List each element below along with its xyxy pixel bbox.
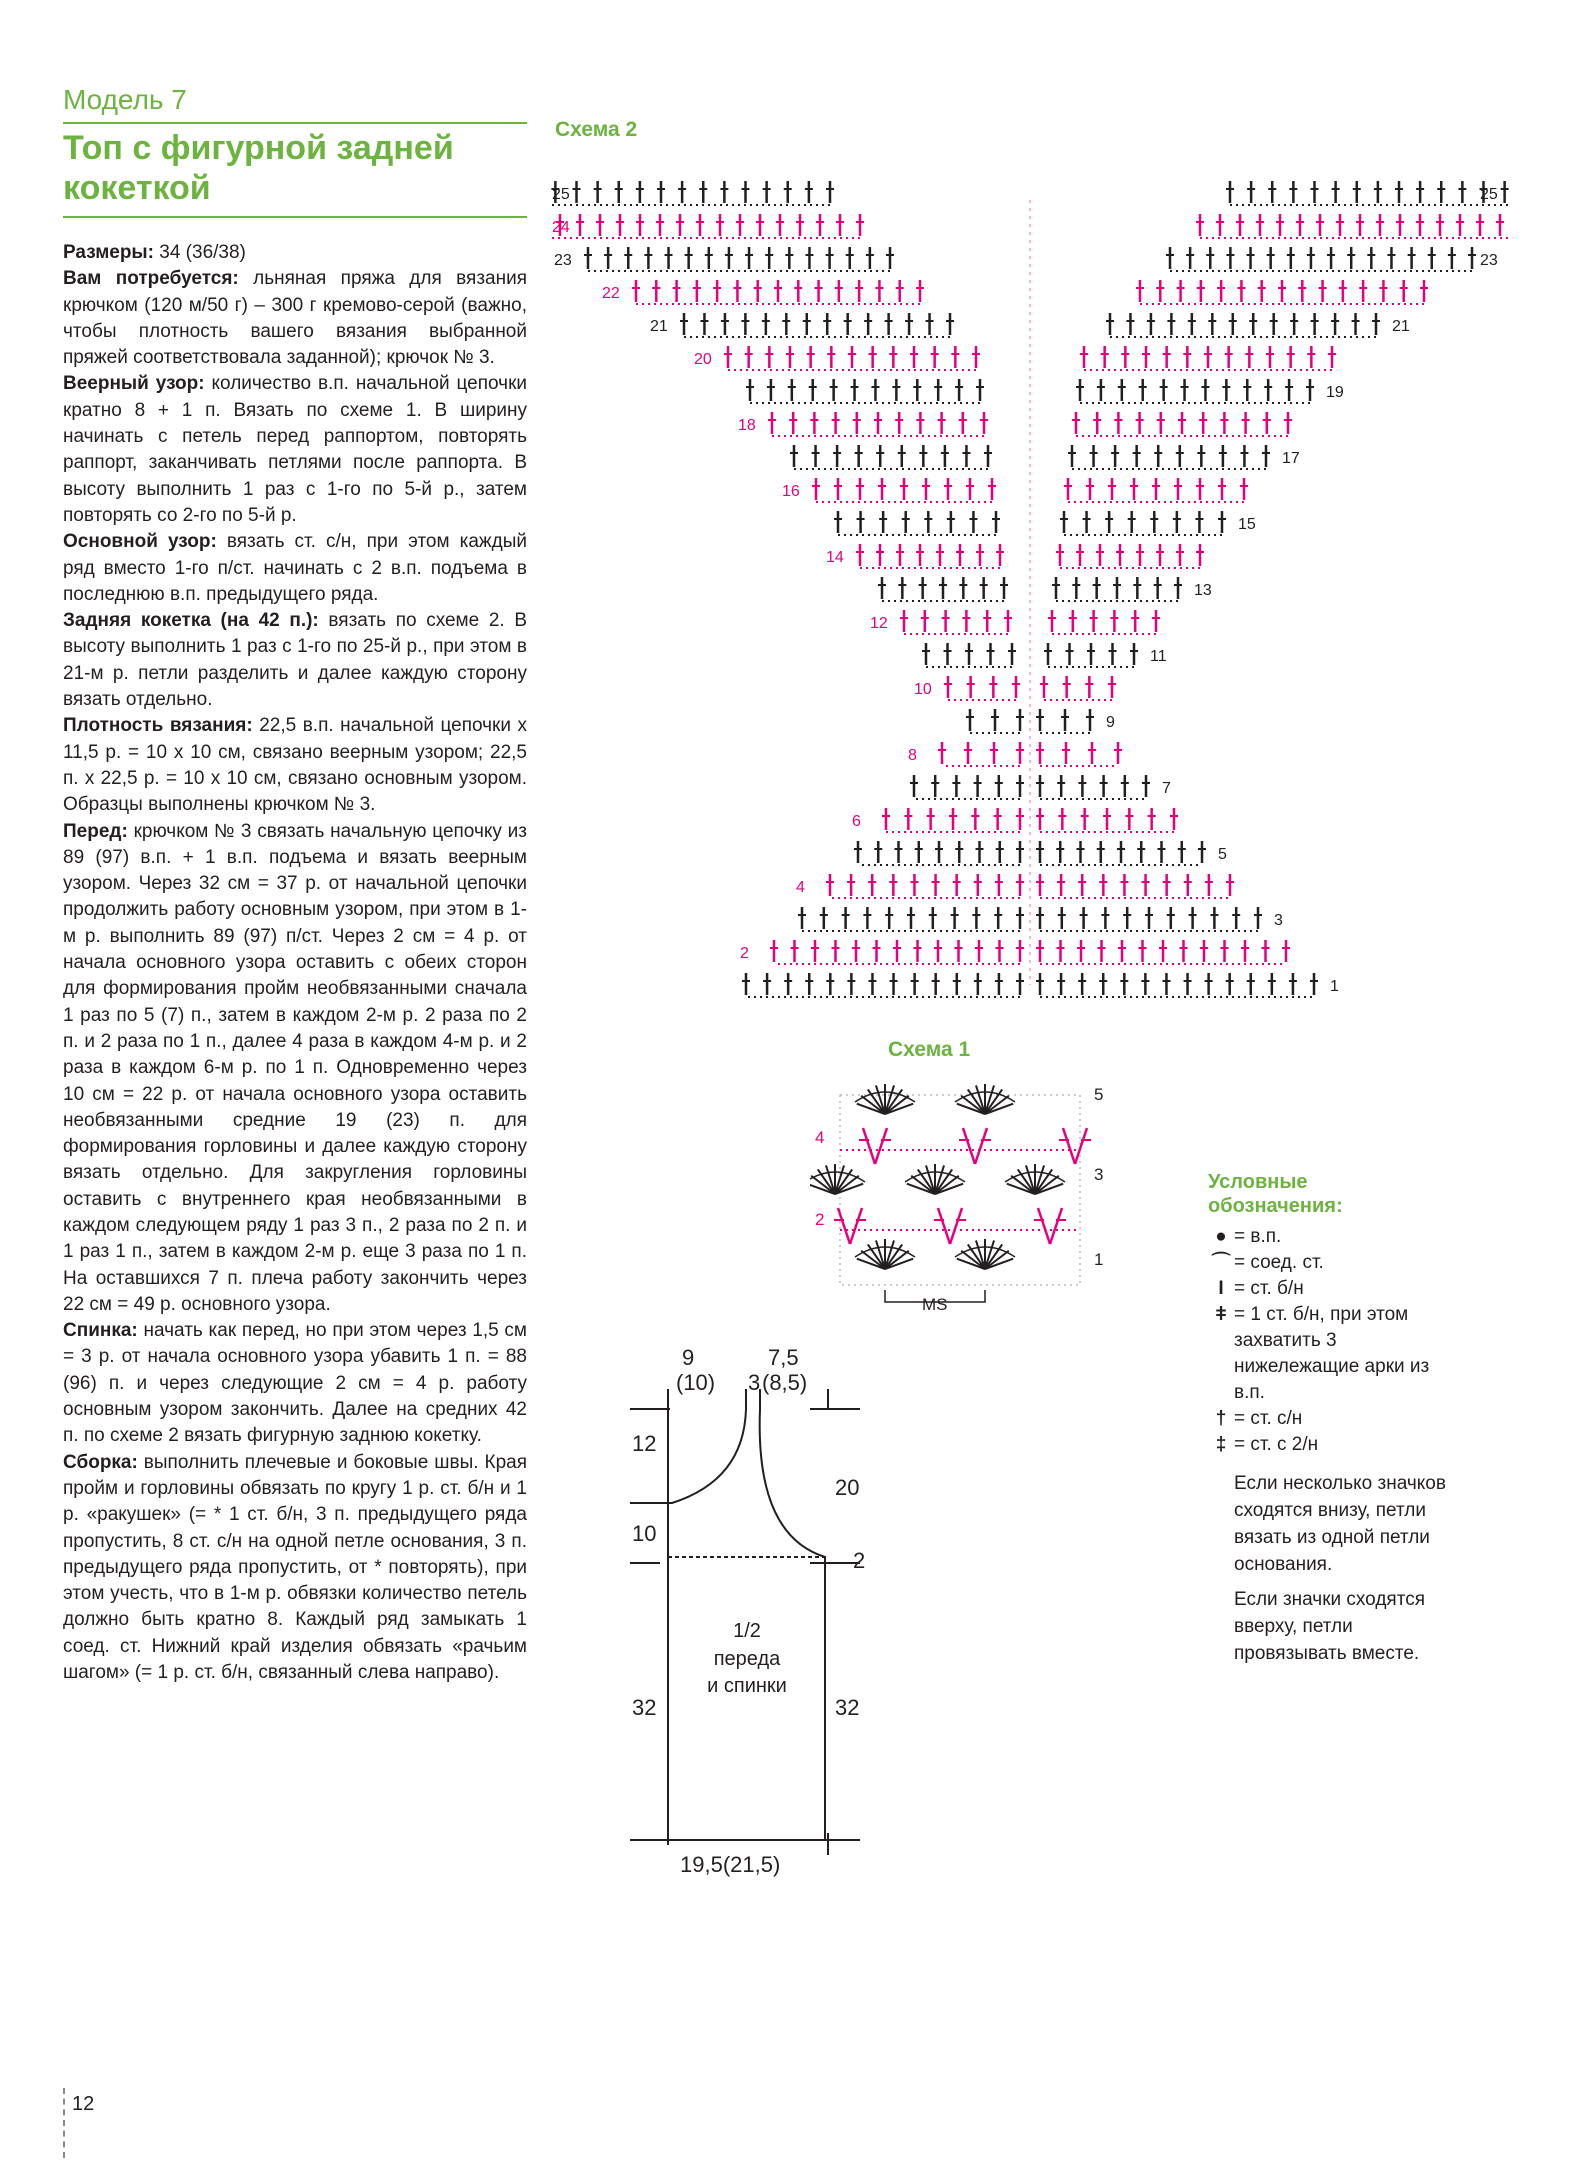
paragraph-text: крючком № 3 связать начальную цепочку из 89 (97) в.п. + 1 в.п. подъема и вязать веерным узором. Через 32 см = 37 р. от начальной цепочки продолжить работу основным узором, при этом в 1-м р. выполнить 89 (97) п/ст. Через 2 см = 4 р. от начала основного узора оставить с обеих сторон для формирования пройм необвязанными сначала 1 раз по 5 (7) п., затем в каждом 2-м р. 2 раза по 2 п. и 2 раза по 1 п., далее 4 раза в каждом 4-м р. и 2 раза в каждом 6-м р. по 1 п. Одновременно через 10 см = 22 р. от начала основного узора оставить необвязанными средние 19 (23) п. для формирования горловины и далее каждую сторону вязать отдельно. Для закругления горловины оставить с внутреннего края необвязанными в каждом следующем ряду 1 раз 3 п., 2 раза по 2 п. и 1 раз 1 п., затем в каждом 2-м р. еще 3 раза по 1 п. На оставшихся 7 п. плеча работу закончить через 22 см = 49 р. основного узора. <box>63 820 527 1315</box>
article-paragraph <box>63 240 527 266</box>
row-number-left: 24 <box>552 219 570 236</box>
title-line-2: кокеткой <box>63 169 211 207</box>
model-label: Модель 7 <box>63 84 187 115</box>
pattern-top-right-width-alt: (8,5) <box>762 1370 808 1395</box>
pattern-top-left-width-alt: (10) <box>676 1370 716 1395</box>
legend-text: = ст. с 2/н <box>1234 1434 1319 1455</box>
article-body <box>63 240 527 1686</box>
pattern-schematic <box>620 1345 880 1885</box>
pattern-left-height-3: 32 <box>632 1695 657 1720</box>
legend-symbol-icon: ● <box>1215 1226 1227 1247</box>
repeat-label: MS <box>922 1295 948 1314</box>
vee-stitch <box>1038 1208 1050 1244</box>
row-number-right: 13 <box>1194 582 1212 599</box>
vee-stitch <box>863 1128 875 1164</box>
legend-title <box>1208 1170 1448 1218</box>
row-number-left: 2 <box>815 1210 825 1229</box>
vee-stitch <box>938 1208 950 1244</box>
pattern-right-height-1: 20 <box>835 1475 860 1500</box>
row-number-right: 9 <box>1106 714 1115 731</box>
title-rule-top <box>63 122 527 124</box>
vee-stitch <box>950 1208 962 1244</box>
row-number-left: 18 <box>738 417 756 434</box>
paragraph-heading: Плотность вязания: <box>63 715 253 737</box>
article-paragraph <box>63 1450 527 1687</box>
article-paragraph <box>63 713 527 818</box>
vee-stitch <box>875 1128 887 1164</box>
title-line-1: Топ с фигурной задней <box>63 129 454 167</box>
paragraph-heading: Сборка: <box>63 1451 138 1473</box>
scheme2-title: Схема 2 <box>555 118 638 141</box>
legend-item <box>1208 1302 1448 1406</box>
pattern-bottom-width: 19,5(21,5) <box>680 1852 781 1877</box>
pattern-top-right-width: 7,5 <box>768 1345 799 1370</box>
legend-text: = соед. ст. <box>1234 1252 1324 1273</box>
row-number-right: 19 <box>1326 384 1344 401</box>
row-number-left: 4 <box>796 879 805 896</box>
legend-symbol-icon: I <box>1218 1278 1224 1299</box>
article-paragraph <box>63 608 527 713</box>
legend-item <box>1208 1250 1448 1276</box>
paragraph-heading: Веерный узор: <box>63 373 205 395</box>
row-number-right: 21 <box>1392 318 1410 335</box>
vee-stitch <box>838 1208 850 1244</box>
row-number-right: 1 <box>1330 978 1339 995</box>
paragraph-text: количество в.п. начальной цепочки кратно 8 + 1 п. Вязать по схеме 1. В ширину начинать с петель перед раппортом, повторять раппорт, заканчивать петлями после раппорта. В высоту выполнить 1 раз с 1-го по 5-й р., затем повторять со 2-го по 5-й р. <box>63 373 528 526</box>
pattern-right-height-3: 32 <box>835 1695 860 1720</box>
paragraph-heading: Задняя кокетка (на 42 п.): <box>63 610 319 632</box>
paragraph-text: выполнить плечевые и боковые швы. Края пройм и горловины обвязать по кругу 1 р. ст. б/н и 1 р. «ракушек» (= * 1 ст. б/н, 3 п. предыдущего ряда пропустить, 8 ст. с/н на одной петле основания, 3 п. предыдущего ряда пропустить, от * повторять), при этом учесть, что в 1-м р. обвязки количество петель должно быть кратно 8. Каждый ряд замыкать 1 соед. ст. Нижний край изделия обвязать «рачьим шагом» (= 1 р. ст. б/н, связанный слева направо). <box>63 1451 527 1684</box>
legend-text: = 1 ст. б/н, при этом захватить 3 нижележащие арки из в.п. <box>1234 1304 1430 1403</box>
article-column <box>63 84 527 1686</box>
paragraph-text: вязать ст. с/н, при этом каждый ряд вместо 1-го п/ст. начинать с 2 в.п. подъема в последнюю в.п. предыдущего ряда. <box>63 531 527 605</box>
legend-item <box>1208 1432 1448 1458</box>
legend-text: = в.п. <box>1234 1226 1282 1247</box>
legend-note-2: Если значки сходятся вверху, петли провязывать вместе. <box>1234 1589 1425 1664</box>
row-number-right: 17 <box>1282 450 1300 467</box>
scheme1-chart <box>810 1065 1130 1325</box>
row-number-right: 25 <box>1480 186 1498 203</box>
article-paragraph <box>63 529 527 608</box>
pattern-piece-label-1: 1/2 <box>733 1620 761 1642</box>
row-number-left: 22 <box>602 285 620 302</box>
row-number-right: 1 <box>1094 1250 1104 1269</box>
legend-items <box>1208 1224 1448 1458</box>
legend-title-line-1: Условные <box>1208 1171 1308 1193</box>
legend-symbol-icon: ǂ <box>1215 1304 1227 1325</box>
vee-stitch <box>1075 1128 1087 1164</box>
legend-symbol-icon: ⌒ <box>1211 1252 1231 1273</box>
pattern-left-height-1: 12 <box>632 1431 657 1456</box>
row-number-left: 25 <box>552 186 570 203</box>
article-paragraph <box>63 819 527 1319</box>
row-number-left: 8 <box>908 747 917 764</box>
vee-stitch <box>975 1128 987 1164</box>
legend-item <box>1208 1276 1448 1302</box>
paragraph-heading: Спинка: <box>63 1320 138 1342</box>
paragraph-heading: Размеры: <box>63 242 154 263</box>
legend-text: = ст. б/н <box>1234 1278 1304 1299</box>
row-number-right: 5 <box>1218 846 1227 863</box>
page-edge-marker <box>63 2088 67 2158</box>
legend-title-line-2: обозначения: <box>1208 1195 1343 1217</box>
paragraph-text: 22,5 в.п. начальной цепочки х 11,5 р. = 10 х 10 см, связано веерным узором; 22,5 п. х 22,5 р. = 10 х 10 см, связано основным узором. Образцы выполнены крючком № 3. <box>63 715 527 816</box>
vee-stitch <box>1050 1208 1062 1244</box>
legend-item <box>1208 1224 1448 1250</box>
vee-stitch <box>1063 1128 1075 1164</box>
page-number: 12 <box>72 2093 95 2115</box>
paragraph-heading: Основной узор: <box>63 531 217 553</box>
row-number-left: 20 <box>694 351 712 368</box>
row-number-right: 3 <box>1274 912 1283 929</box>
legend-text: = ст. с/н <box>1234 1408 1303 1429</box>
row-number-right: 23 <box>1480 252 1498 269</box>
row-number-right: 15 <box>1238 516 1256 533</box>
row-number-left: 12 <box>870 615 888 632</box>
pattern-left-height-2: 10 <box>632 1521 657 1546</box>
legend-item <box>1208 1406 1448 1432</box>
scheme2-chart <box>550 140 1510 1010</box>
article-paragraph <box>63 266 527 371</box>
row-number-left: 2 <box>740 945 749 962</box>
row-number-left: 16 <box>782 483 800 500</box>
paragraph-heading: Вам потребуется: <box>63 268 239 290</box>
article-title <box>63 128 527 208</box>
row-number-right: 7 <box>1162 780 1171 797</box>
row-number-right: 11 <box>1150 648 1167 665</box>
vee-stitch <box>963 1128 975 1164</box>
article-paragraph <box>63 1318 527 1449</box>
row-number-left: 4 <box>815 1128 825 1147</box>
paragraph-text: льняная пряжа для вязания крючком (120 м/50 г) – 300 г кремово-серой (важно, чтобы плотность вашего вязания выбранной пряжей соответствовала заданной); крючок № 3. <box>63 268 527 369</box>
article-paragraph <box>63 371 527 529</box>
row-number-left: 21 <box>650 318 668 335</box>
pattern-right-height-2: 2 <box>853 1548 866 1573</box>
legend-symbol-icon: † <box>1215 1408 1227 1429</box>
row-number-left: 6 <box>852 813 861 830</box>
title-rule-bottom <box>63 216 527 218</box>
pattern-piece-label-3: и спинки <box>707 1675 787 1697</box>
legend-symbol-icon: ‡ <box>1215 1434 1227 1455</box>
row-number-left: 23 <box>554 252 572 269</box>
pattern-top-left-width: 9 <box>682 1345 695 1370</box>
legend <box>1208 1170 1448 1667</box>
paragraph-text: вязать по схеме 2. В высоту выполнить 1 раз с 1-го по 25-й р., при этом в 21-м р. петли разделить и далее каждую сторону вязать отдельно. <box>63 610 527 711</box>
vee-stitch <box>850 1208 862 1244</box>
pattern-piece-label-2: переда <box>713 1648 781 1670</box>
scheme1-title: Схема 1 <box>888 1038 971 1061</box>
paragraph-text: 34 (36/38) <box>153 242 246 263</box>
paragraph-text: начать как перед, но при этом через 1,5 см = 3 р. от начала основного узора убавить 1 п. = 88 (96) п. и через следующие 2 см = 4 р. работу основным узором закончить. Далее на средних 42 п. по схеме 2 вязать фигурную заднюю кокетку. <box>63 1320 527 1447</box>
pattern-neck-width: 3 <box>748 1370 761 1395</box>
legend-note-1: Если несколько значков сходятся внизу, петли вязать из одной петли основания. <box>1234 1473 1446 1575</box>
row-number-right: 3 <box>1094 1165 1104 1184</box>
row-number-left: 10 <box>914 681 932 698</box>
row-number-left: 14 <box>826 549 844 566</box>
paragraph-heading: Перед: <box>63 820 128 842</box>
row-number-right: 5 <box>1094 1085 1104 1104</box>
